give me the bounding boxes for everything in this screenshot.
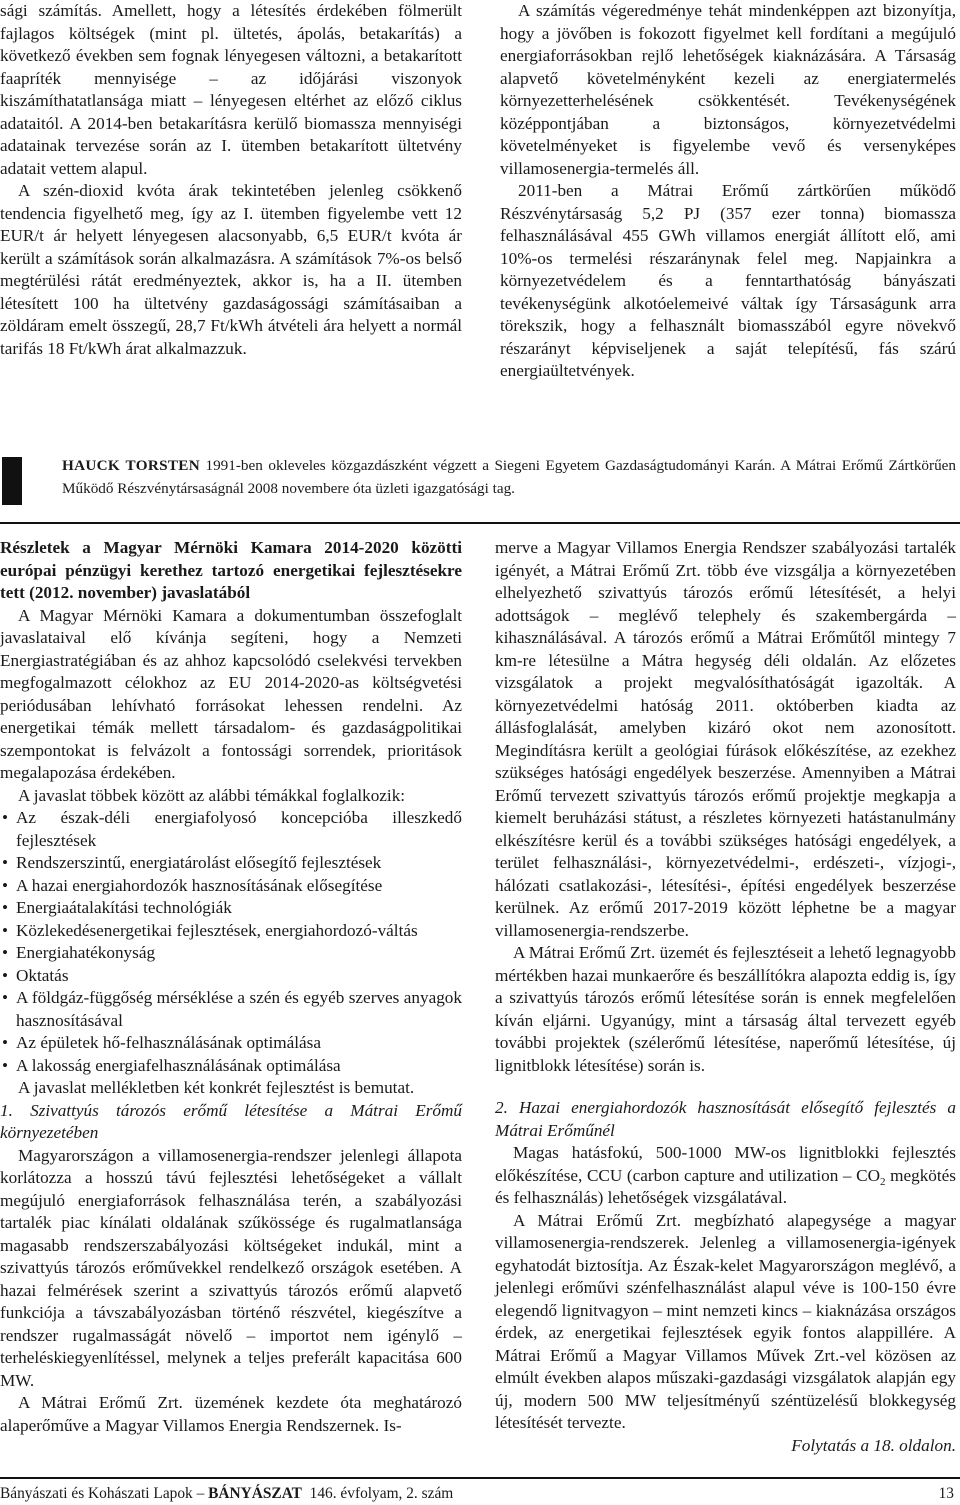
page-footer: [0, 1484, 960, 1504]
body-paragraph: A Mátrai Erőmű Zrt. üzemét és fejlesztéseit a lehető legnagyobb mértékben hazai munkaerőre és beszállítókra alapozta eddig is, így a szivattyús tározós erőmű létesítése során is ennek megfelelően kíván eljárni. Ugyanúgy, mint a társaság által tervezett egyéb további projektek (szélerőmű létesítése, naperőmű létesítése, új lignitblokk létesítése) során is.: [495, 943, 956, 1075]
box-title: Részletek a Magyar Mérnöki Kamara 2014-2020 közötti európai pénzügyi kerethez tartozó energetikai fejlesztésekre tett (2012. november) javaslatából: [0, 538, 462, 602]
body-paragraph: A Mátrai Erőmű Zrt. megbízható alapegysége a magyar villamosenergia-rendszerek. Jelenleg a villamosenergia-igények egyhatodát biztosítja. Az Észak-kelet Magyarországon meglévő, a jelenlegi erőművi szénfelhasználást alapul véve is 100-150 évre elegendő lignitvagyon – mint nemzeti kincs – kiaknázása országos érdek, az energetikai fejlesztések egyik fontos alappillére. A Mátrai Erőmű a Magyar Villamos Művek Zrt.-vel közösen az elmúlt években alapos műszaki-gazdasági vizsgálatok alapján egy új, modern 500 MW teljesítményű széntüzelésű blokkegység létesítését tervezte.: [495, 1210, 956, 1432]
publication-suffix: 146. évfolyam, 2. szám: [301, 1485, 454, 1502]
author-bio-text: [62, 455, 956, 500]
body-paragraph: 2011-ben a Mátrai Erőmű zártkörűen működő Részvénytársaság 5,2 PJ (357 ezer tonna) biomassza felhasználásával 455 GWh villamos energiát állított elő, ami 10%-os termelési részaránynak felel meg. Napjainkra a környezetvédelem és a fenntarthatóság bányászati tevékenységünk alkotóelemeivé váltak így Társaságunk arra törekszik, hogy a felhasznált biomasszából egyre növekvő részarányt képviseljenek a saját telepítésű, fás szárú energiaültetvények.: [500, 181, 956, 380]
author-name: HAUCK TORSTEN: [62, 457, 200, 474]
list-outro: A javaslat mellékletben két konkrét fejlesztést is bemutat.: [18, 1078, 415, 1097]
list-item: • Rendszerszintű, energiatárolást elősegítő fejlesztések: [0, 852, 462, 875]
footer-divider: [0, 1477, 960, 1479]
list-item: • A földgáz-függőség mérséklése a szén és egyéb szerves anyagok hasznosításával: [0, 987, 462, 1032]
author-bio-bar: [2, 457, 22, 505]
publication-prefix: Bányászati és Kohászati Lapok –: [0, 1485, 209, 1502]
list-item: • Az épületek hő-felhasználásának optimálása: [0, 1032, 462, 1055]
subscript: 2: [880, 1175, 886, 1188]
body-paragraph: merve a Magyar Villamos Energia Rendszer szabályozási tartalék igényét, a Mátrai Erőmű Zrt. több éve vizsgálja a környezetében elhelyezhető szivattyús tározós erőmű létesítését, a helyi adottságok – meglévő telephely és szakembergárda – kihasználásával. A tározós erőmű a Mátrai Erőműtől mintegy 7 km-re létesülne a Mátra hegység déli oldalán. Az előzetes vizsgálatok a projekt megvalósíthatóságát igazolták. A környezetvédelmi hatóság 2011. októberben kiadta az állásfoglalását, amelyben kizáró okot nem azonosított. Megindításra került a geológiai fúrások előkészítése, az ezekhez szükséges hatósági engedélyek beszerzése. Amennyiben a Mátrai Erőmű tervezett szivattyús tározós erőmű projektje megkapja a kiemelt beruházási státust, a részletes környezeti hatástanulmány elkészítésre kerül és a további szükséges hatósági engedélyek, a terület felhasználási-, környezetvédelmi-, erdészeti-, vízjogi-, hálózati csatlakozási-, létesítési-, építési engedélyek beszerzése kerülnek. Az erőmű 2017-2019 között léphetne be a magyar villamosenergia-rendszerbe.: [495, 538, 956, 940]
author-bio: [0, 455, 958, 505]
continued-note: Folytatás a 18. oldalon.: [791, 1435, 956, 1455]
list-item: • Közlekedésenergetikai fejlesztések, energiahordozó-váltás: [0, 920, 462, 943]
body-paragraph: [495, 1142, 956, 1210]
top-left-column: [0, 0, 462, 360]
topic-list: [0, 807, 462, 1077]
bottom-right-column: [495, 537, 956, 1457]
page-number: 13: [938, 1485, 954, 1502]
list-item: • A hazai energiahordozók hasznosításának elősegítése: [0, 875, 462, 898]
list-item: • Oktatás: [0, 965, 462, 988]
author-bio-body: 1991-ben okleveles közgazdászként végzett a Siegeni Egyetem Gazdaságtudományi Karán. A Mátrai Erőmű Zártkörűen Működő Részvénytársaságnál 2008 novembere óta üzleti igazgatósági tag.: [62, 457, 957, 497]
paragraph-text: megkötés és felhasználás) lehetőségek vizsgálatával.: [495, 1165, 956, 1207]
paragraph-text: Magas hatásfokú, 500-1000 MW-os lignitblokki fejlesztés előkészítése, CCU (carbon capture and utilization – CO: [495, 1143, 956, 1185]
list-intro: A javaslat többek között az alábbi témákkal foglalkozik:: [18, 785, 406, 805]
publication-bold: BÁNYÁSZAT: [208, 1485, 302, 1502]
section-divider: [0, 522, 960, 524]
bottom-left-column: [0, 537, 462, 1437]
section-heading: 1. Szivattyús tározós erőmű létesítése a Mátrai Erőmű környezetében: [0, 1100, 462, 1142]
body-paragraph: sági számítás. Amellett, hogy a létesítés érdekében fölmerült fajlagos költségek (mint pl. ültetés, ápolás, betakarítás) a következő években sem fognak lényegesen változni, a betakarított faapríték mennyisége – az időjárási viszonyok kiszámíthatatlansága miatt – lényegesen eltérhet az előző ciklus adataitól. A 2014-ben betakarításra kerülő biomassza mennyiségi adatainak tervezése során az I. ütemben betakarított ültetvény adatait vettem alapul.: [0, 1, 462, 178]
body-paragraph: Magyarországon a villamosenergia-rendszer jelenlegi állapota korlátozza a hosszú távú fejlesztési lehetőségeket a vállalt megújuló energiaforrások felhasználása terén, a szabályozási tartalék piac kínálati oldalának szűkössége és rugalmatlansága magasabb rendszerszabályozási költségeket indukál, mint a szivattyús tározós erőművekkel rendelkező országok esetében. A hazai felmérések szerint a szivattyús tározós erőmű alapvető funkciója a távszabályozásban történő részvétel, kiegészítve a rendszer rugalmasságát növelő – importot nem igénylő – terheléskiegyenlítéssel, melynek a teljes preferált kapacitása 600 MW.: [0, 1145, 462, 1390]
top-right-column: [500, 0, 956, 383]
list-item: • Energiaátalakítási technológiák: [0, 897, 462, 920]
list-item: • Az észak-déli energiafolyosó koncepcióba illeszkedő fejlesztések: [0, 807, 462, 852]
list-item: • Energiahatékonyság: [0, 942, 462, 965]
section-heading: 2. Hazai energiahordozók hasznosítását elősegítő fejlesztés a Mátrai Erőműnél: [495, 1098, 956, 1140]
list-item: • A lakosság energiafelhasználásának optimálása: [0, 1055, 462, 1078]
body-paragraph: A Mátrai Erőmű Zrt. üzemének kezdete óta meghatározó alaperőműve a Magyar Villamos Energia Rendszernek. Is-: [0, 1393, 462, 1435]
body-paragraph: A számítás végeredménye tehát mindenképpen azt bizonyítja, hogy a jövőben is fokozott figyelmet kell fordítani a megújuló energiaforrásokban rejlő lehetőségek kiaknázására. A Társaság alapvető követelményként kezeli az energiatermelés környezetterhelésének csökkentését. Tevékenységének középpontjában a biztonságos, környezetvédelmi követelményeket is figyelembe vevő és versenyképes villamosenergia-termelés áll.: [500, 1, 956, 178]
publication-info: [0, 1484, 453, 1504]
body-paragraph: A Magyar Mérnöki Kamara a dokumentumban összefoglalt javaslataival elő kívánja segíteni, hogy a Nemzeti Energiastratégiában és az ahhoz kapcsolódó cselekvési tervekben megfogalmazott célokhoz az EU 2014-2020-as költségvetési periódusában lehívható forrásokat lehessen rendelni. Az energetikai témák mellett társadalom- és gazdaságpolitikai szempontokat is felvázolt a fontossági sorrendek, prioritások megalapozása érdekében.: [0, 605, 462, 782]
body-paragraph: A szén-dioxid kvóta árak tekintetében jelenleg csökkenő tendencia figyelhető meg, így az I. ütemben figyelembe vett 12 EUR/t ár helyett lényegesen alacsonyabb, 6,5 EUR/t kvóta ár került a számítások során alkalmazásra. A számítások 7%-os belső megtérülési rátát eredményeztek, akkor is, ha a II. ütemben létesített 100 ha ültetvény gazdaságossági számításaiban a zöldáram emelt összegű, 28,7 Ft/kWh átvételi ára helyett a normál tarifás 18 Ft/kWh árat alkalmazzuk.: [0, 181, 462, 358]
